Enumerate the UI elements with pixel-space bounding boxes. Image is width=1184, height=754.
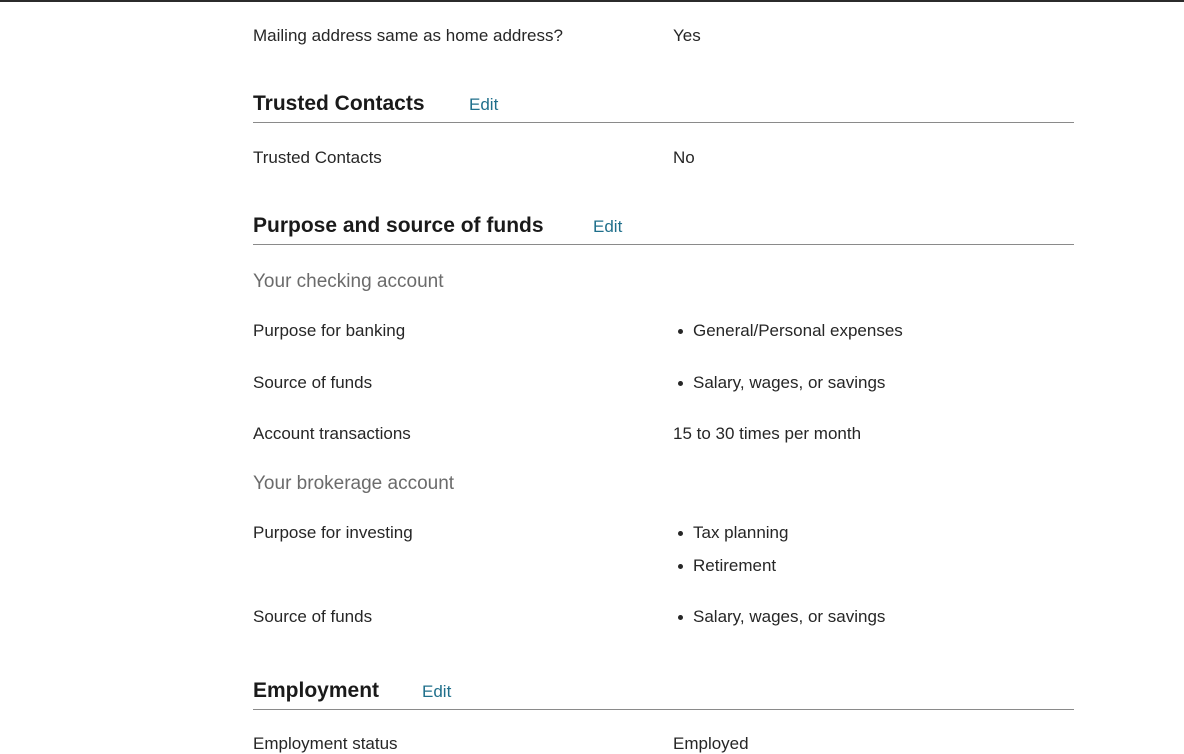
brokerage-source-list <box>693 607 885 640</box>
window-top-edge <box>0 0 1184 2</box>
checking-purpose-list <box>693 321 903 354</box>
section-divider <box>253 709 1074 710</box>
trusted-contacts-label: Trusted Contacts <box>253 148 382 167</box>
section-divider <box>253 244 1074 245</box>
brokerage-purpose-label: Purpose for investing <box>253 523 413 542</box>
list-item: General/Personal expenses <box>693 321 903 354</box>
employment-status-label: Employment status <box>253 734 398 753</box>
brokerage-source-label: Source of funds <box>253 607 373 626</box>
checking-purpose-label: Purpose for banking <box>253 321 406 340</box>
list-item: Salary, wages, or savings <box>693 607 885 640</box>
employment-edit-link[interactable]: Edit <box>422 682 452 701</box>
employment-status-value: Employed <box>673 734 749 753</box>
trusted-contacts-value: No <box>673 148 695 167</box>
checking-source-list <box>693 373 885 406</box>
brokerage-account-heading: Your brokerage account <box>253 473 455 494</box>
mailing-address-value: Yes <box>673 26 701 45</box>
funds-title: Purpose and source of funds <box>253 214 544 237</box>
checking-transactions-label: Account transactions <box>253 424 411 443</box>
employment-title: Employment <box>253 679 380 702</box>
list-item: Tax planning <box>693 523 788 556</box>
checking-source-label: Source of funds <box>253 373 373 392</box>
trusted-contacts-title: Trusted Contacts <box>253 92 425 115</box>
checking-transactions-value: 15 to 30 times per month <box>673 424 862 443</box>
brokerage-purpose-list <box>693 523 788 589</box>
checking-account-heading: Your checking account <box>253 271 444 292</box>
list-item: Retirement <box>693 556 788 589</box>
mailing-address-label: Mailing address same as home address? <box>253 26 563 45</box>
section-divider <box>253 122 1074 123</box>
funds-edit-link[interactable]: Edit <box>593 217 623 236</box>
list-item: Salary, wages, or savings <box>693 373 885 406</box>
trusted-contacts-edit-link[interactable]: Edit <box>469 95 499 114</box>
